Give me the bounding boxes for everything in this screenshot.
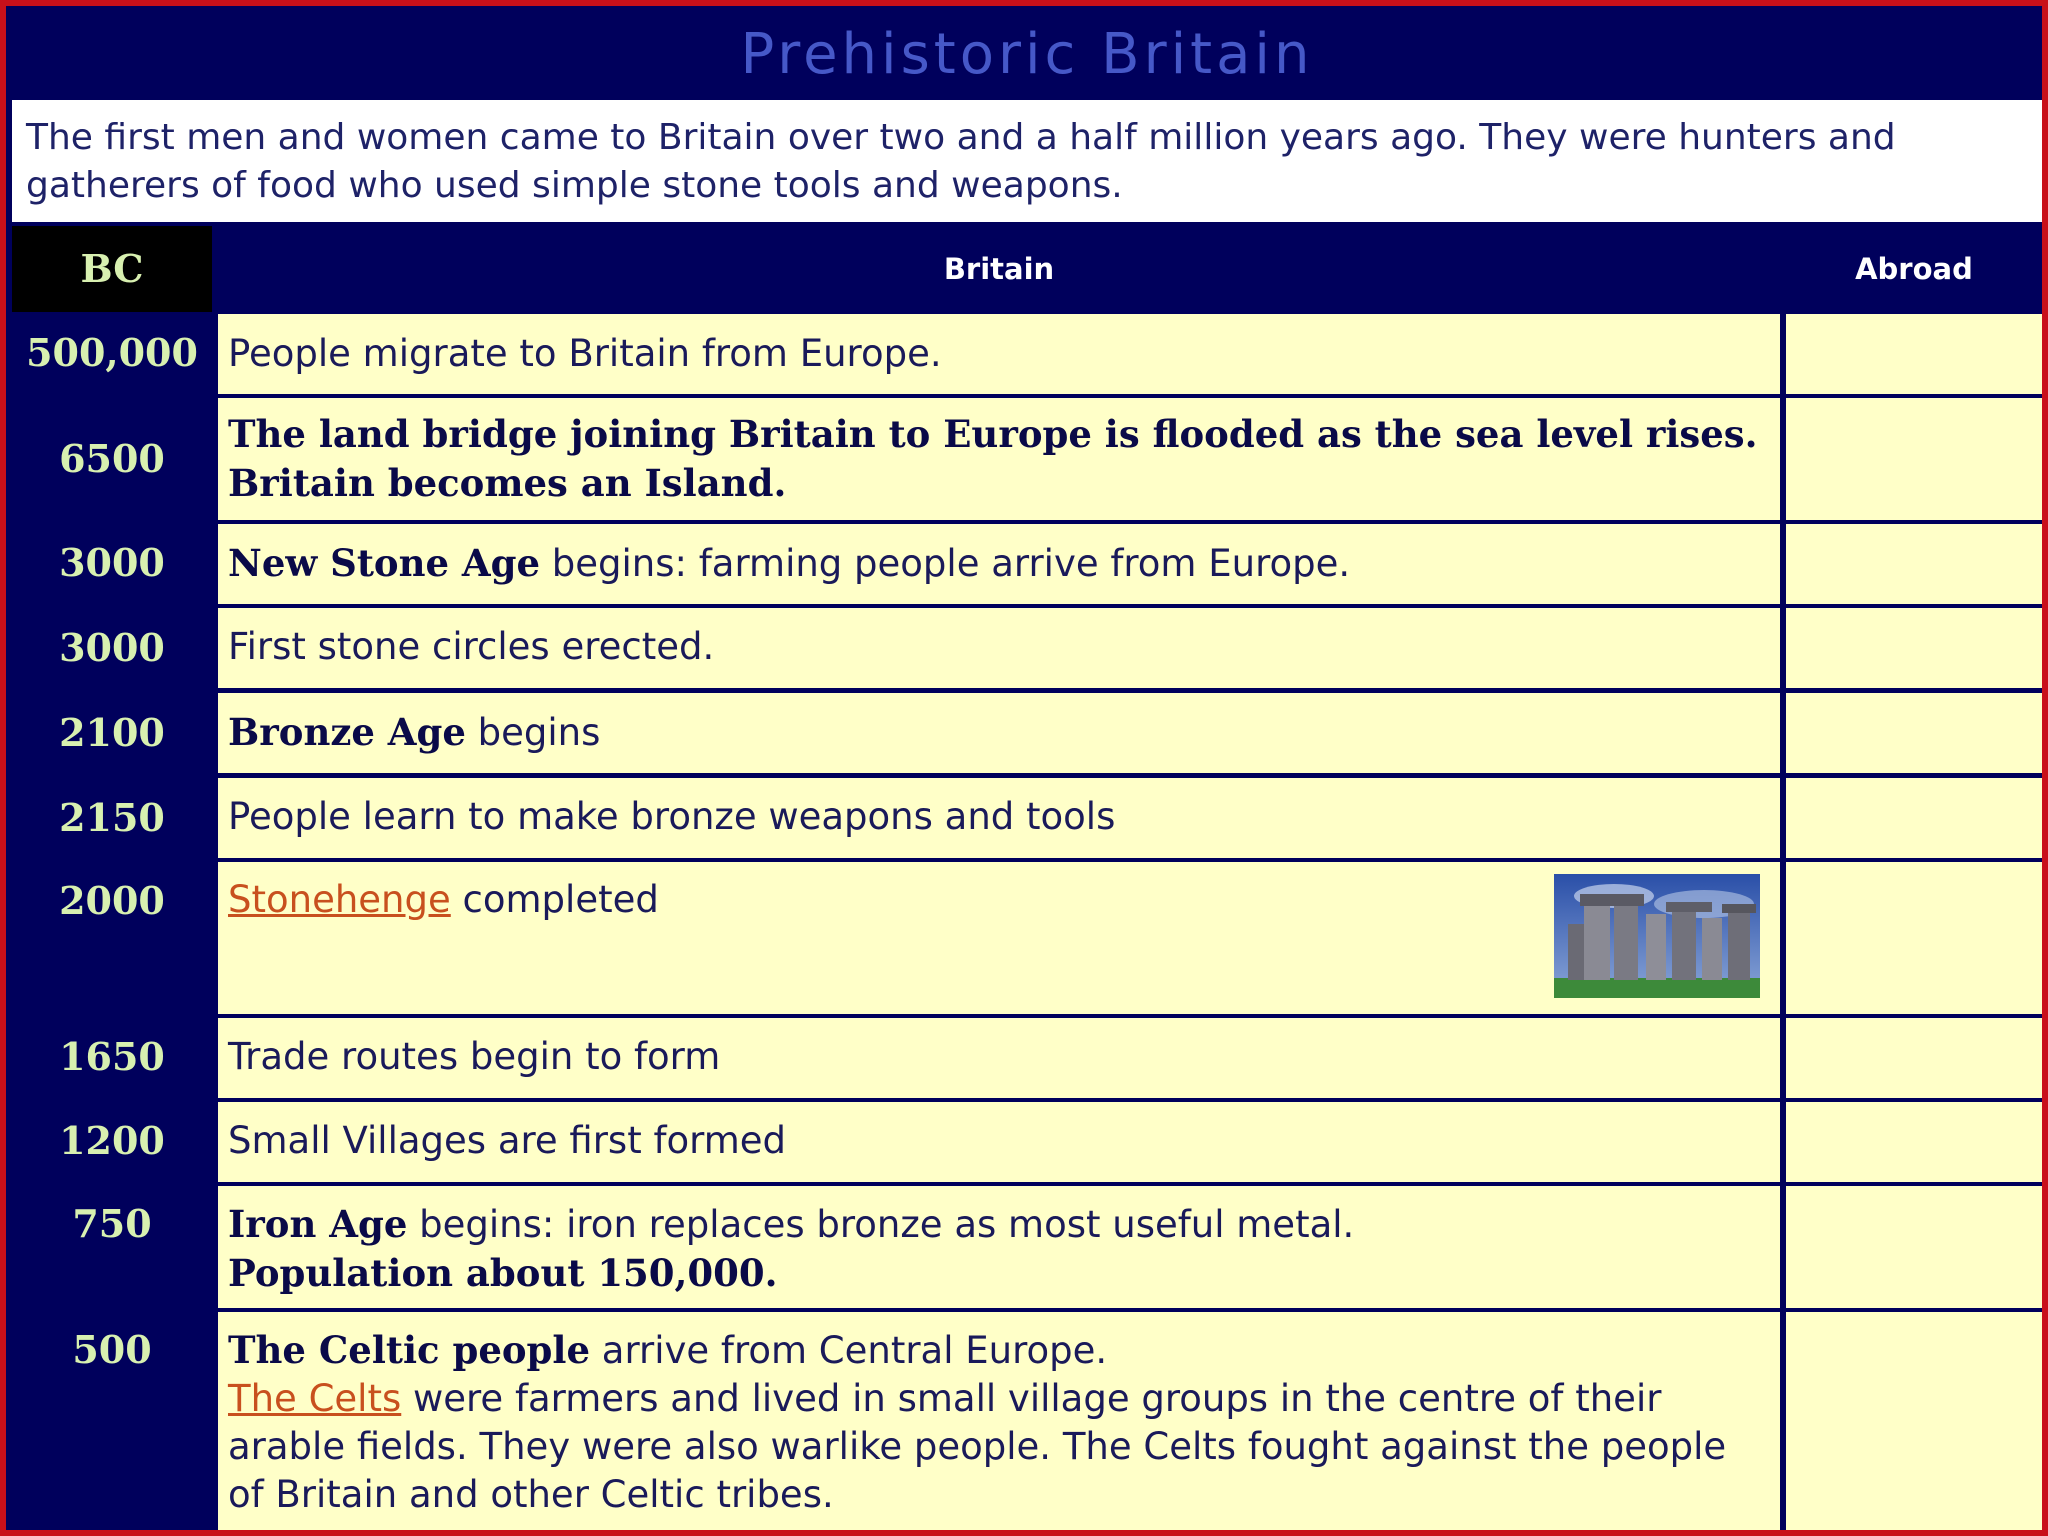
row-year: 6500 (59, 436, 165, 481)
row-bold-text: New Stone Age (228, 541, 541, 585)
row-abroad-cell (1786, 1018, 2042, 1098)
row-bold-text: Iron Age (228, 1202, 408, 1246)
row-year: 2000 (59, 878, 165, 923)
row-text: People learn to make bronze weapons and tools (228, 795, 1116, 838)
row-britain-cell (218, 524, 1780, 604)
row-abroad-cell (1786, 524, 2042, 604)
row-bold-text: The Celtic people (228, 1328, 591, 1372)
celts-link[interactable]: The Celts (228, 1377, 402, 1420)
row-text: Trade routes begin to form (228, 1035, 721, 1078)
row-text: People migrate to Britain from Europe. (228, 332, 942, 375)
row-text: First stone circles erected. (228, 625, 715, 668)
row-year: 2150 (59, 795, 165, 840)
row-bold-text: Bronze Age (228, 710, 466, 754)
row-britain-cell (218, 1312, 1780, 1536)
row-britain-cell (218, 314, 1780, 394)
row-abroad-cell (1786, 608, 2042, 688)
intro-paragraph: The first men and women came to Britain over two and a half million years ago. They were hunters and gatherers of food who used simple stone tools and weapons. (12, 100, 2042, 222)
stonehenge-link[interactable]: Stonehenge (228, 878, 451, 921)
row-britain-cell (218, 1018, 1780, 1098)
row-britain-cell (218, 778, 1780, 858)
row-abroad-cell (1786, 1312, 2042, 1536)
row-year: 3000 (59, 625, 165, 670)
row-text: completed (450, 878, 659, 921)
row-bold-text: The land bridge joining Britain to Europe is flooded as the sea level rises. Britain becomes an Island. (228, 412, 1758, 505)
row-year: 2100 (59, 710, 165, 755)
row-year: 3000 (59, 540, 165, 585)
row-britain-cell (218, 1102, 1780, 1182)
stonehenge-photo[interactable] (1554, 874, 1760, 998)
row-abroad-cell (1786, 1102, 2042, 1182)
row-britain-cell (218, 693, 1780, 773)
row-abroad-cell (1786, 862, 2042, 1014)
row-text: begins: farming people arrive from Europe. (540, 542, 1351, 585)
stonehenge-image (1554, 874, 1760, 998)
row-year: 1200 (59, 1118, 165, 1163)
row-britain-cell (218, 862, 1780, 1014)
row-text: were farmers and lived in small village groups in the centre of their arable fields. They were also warlike people. The Celts fought against the people of Britain and other Celtic tribes. (228, 1377, 1727, 1516)
row-bold-text: Population about 150,000. (228, 1251, 778, 1295)
row-year: 500,000 (26, 330, 198, 375)
row-year: 1650 (59, 1034, 165, 1079)
row-abroad-cell (1786, 314, 2042, 394)
row-year: 750 (72, 1201, 152, 1246)
row-britain-cell (218, 1186, 1780, 1308)
row-text: begins (465, 711, 601, 754)
page-title: Prehistoric Britain (12, 10, 2042, 100)
row-abroad-cell (1786, 398, 2042, 520)
row-britain-cell (218, 398, 1780, 520)
row-britain-cell (218, 608, 1780, 688)
row-year: 500 (72, 1327, 152, 1372)
row-abroad-cell (1786, 778, 2042, 858)
row-text: Small Villages are first formed (228, 1119, 786, 1162)
header-bc: BC (12, 226, 212, 312)
row-text: arrive from Central Europe. (590, 1329, 1108, 1372)
row-abroad-cell (1786, 693, 2042, 773)
row-text: begins: iron replaces bronze as most useful metal. (407, 1203, 1355, 1246)
row-abroad-cell (1786, 1186, 2042, 1308)
header-britain: Britain (943, 252, 1055, 286)
header-abroad: Abroad (1855, 252, 1973, 286)
